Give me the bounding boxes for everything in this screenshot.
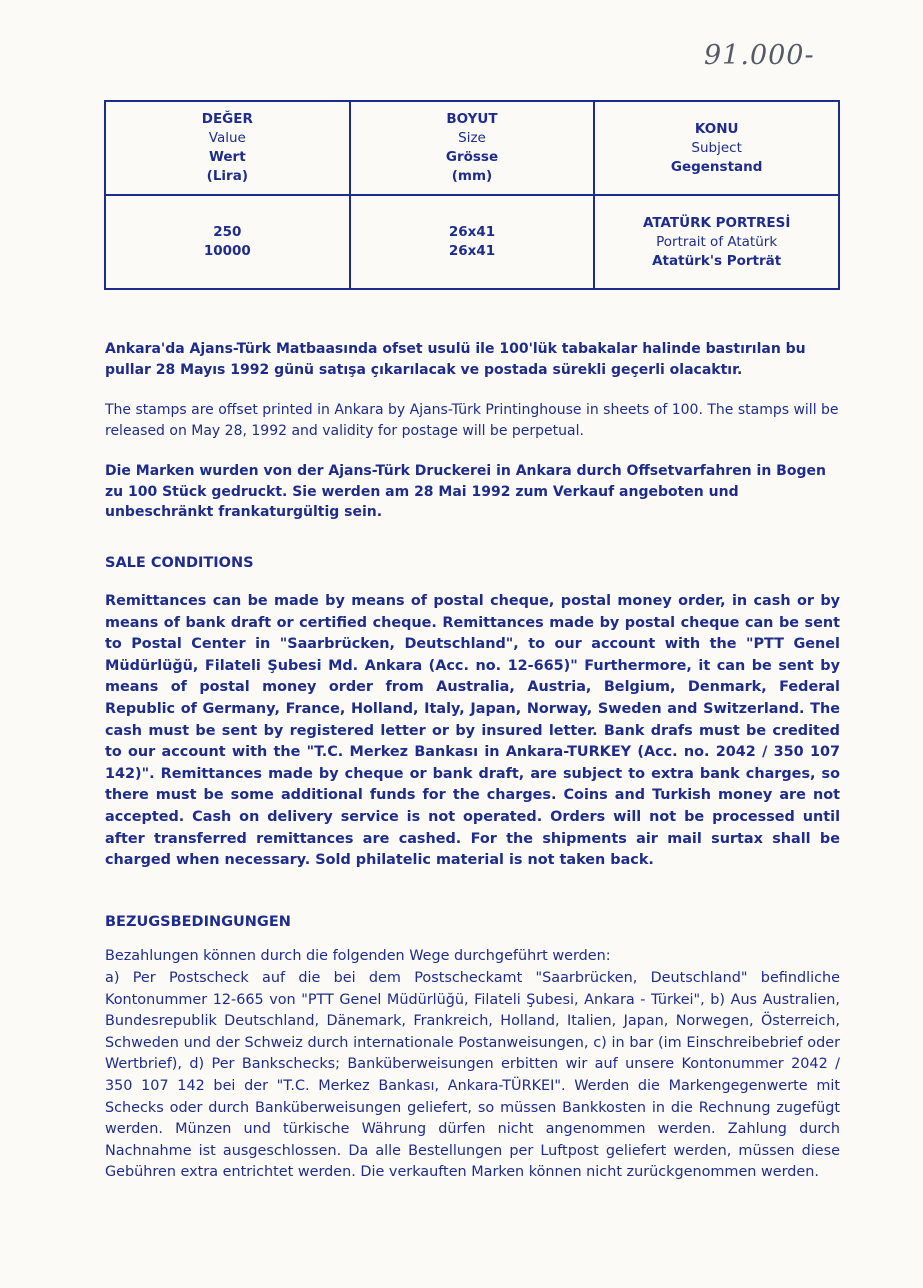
- header-value-tr: DEĞER: [201, 111, 253, 127]
- header-subject-tr: KONU: [694, 120, 739, 137]
- size-cell: [350, 195, 595, 289]
- value-1: 250: [213, 224, 242, 240]
- subject-cell: [594, 195, 839, 289]
- bezug-intro-line: Bezahlungen können durch die folgenden Wege durchgeführt werden:: [105, 948, 611, 964]
- table-data-row: [105, 195, 839, 289]
- value-2: 10000: [203, 243, 251, 259]
- header-value-de: Wert: [208, 149, 246, 165]
- header-size-tr: BOYUT: [446, 111, 498, 127]
- intro-english-paragraph: The stamps are offset printed in Ankara by Ajans-Türk Printinghouse in sheets of 100. The stamps will be released on May 28, 1992 and validity for postage will be perpetual.: [105, 402, 839, 439]
- subject-de: Atatürk's Porträt: [652, 252, 782, 269]
- subject-tr: ATATÜRK PORTRESİ: [642, 214, 791, 231]
- header-size-unit: (mm): [451, 168, 493, 184]
- header-size-en: Size: [458, 130, 486, 146]
- sale-conditions-paragraph: Remittances can be made by means of postal cheque, postal money order, in cash or by means of bank draft or certified cheque. Remittances made by postal cheque can be sent to Postal Center in "Saarbrücken, Deutschland", to our account with the "PTT Genel Müdürlüğü, Filateli Şubesi Md. Ankara (Acc. no. 12-665)" Furthermore, it can be sent by means of postal money order from Australia, Austria, Belgium, Denmark, Federal Republic of Germany, France, Holland, Italy, Japan, Norway, Sweden and Switzerland. The cash must be sent by registered letter or by insured letter. Bank drafs must be credited to our account with the "T.C. Merkez Bankası in Ankara-TURKEY (Acc. no. 2042 / 350 107 142)". Remittances made by cheque or bank draft, are subject to extra bank charges, so there must be some additional funds for the charges. Coins and Turkish money are not accepted. Cash on delivery service is not operated. Orders will not be processed until after transferred remittances are cashed. For the shipments air mail surtax shall be charged when necessary. Sold philatelic material is not taken back.: [105, 593, 840, 869]
- header-subject-de: Gegenstand: [670, 158, 763, 175]
- header-subject-en: Subject: [691, 139, 742, 156]
- handwritten-price-note: 91.000-: [704, 40, 815, 71]
- size-1: 26x41: [448, 224, 496, 240]
- size-2: 26x41: [448, 243, 496, 259]
- header-subject-cell: [594, 101, 839, 195]
- subject-en: Portrait of Atatürk: [656, 233, 778, 250]
- header-value-en: Value: [208, 130, 246, 146]
- table-header-row: [105, 101, 839, 195]
- value-cell: [105, 195, 350, 289]
- header-value-cell: [105, 101, 350, 195]
- intro-german-paragraph: Die Marken wurden von der Ajans-Türk Druckerei in Ankara durch Offsetvarfahren in Bogen zu 100 Stück gedruckt. Sie werden am 28 Mai 1992 zum Verkauf angeboten und unbeschränkt frankaturgültig sein.: [105, 463, 826, 520]
- header-value-unit: (Lira): [206, 168, 248, 184]
- stamp-info-table: [104, 100, 840, 290]
- intro-turkish-paragraph: Ankara'da Ajans-Türk Matbaasında ofset usulü ile 100'lük tabakalar halinde bastırılan bu pullar 28 Mayıs 1992 günü satışa çıkarılacak ve postada sürekli geçerli olacaktır.: [105, 341, 806, 378]
- header-size-de: Grösse: [445, 149, 499, 165]
- bezug-conditions-paragraph: a) Per Postscheck auf die bei dem Postscheckamt "Saarbrücken, Deutschland" befindliche Kontonummer 12-665 von "PTT Genel Müdürlüğü, Filateli Şubesi, Ankara - Türkei", b) Aus Australien, Bundesrepublik Deutschland, Dänemark, Frankreich, Holland, Italien, Japan, Norwegen, Österreich, Schweden und der Schweiz durch internationale Postanweisungen, c) in bar (im Einschreibebrief oder Wertbrief), d) Per Bankschecks; Banküberweisungen erbitten wir auf unsere Kontonummer 2042 / 350 107 142 bei der "T.C. Merkez Bankası, Ankara-TÜRKEI". Werden die Markengegenwerte mit Schecks oder durch Banküberweisungen geliefert, so müssen Bankkosten in die Rechnung zugefügt werden. Münzen und türkische Währung dürfen nicht angenommen werden. Zahlung durch Nachnahme ist ausgeschlossen. Da alle Bestellungen per Luftpost geliefert werden, müssen diese Gebühren extra entrichtet werden. Die verkauften Marken können nicht zurückgenommen werden.: [105, 970, 840, 1181]
- sale-conditions-heading: SALE CONDITIONS: [105, 555, 254, 571]
- bezugsbedingungen-heading: BEZUGSBEDINGUNGEN: [105, 914, 291, 930]
- header-size-cell: [350, 101, 595, 195]
